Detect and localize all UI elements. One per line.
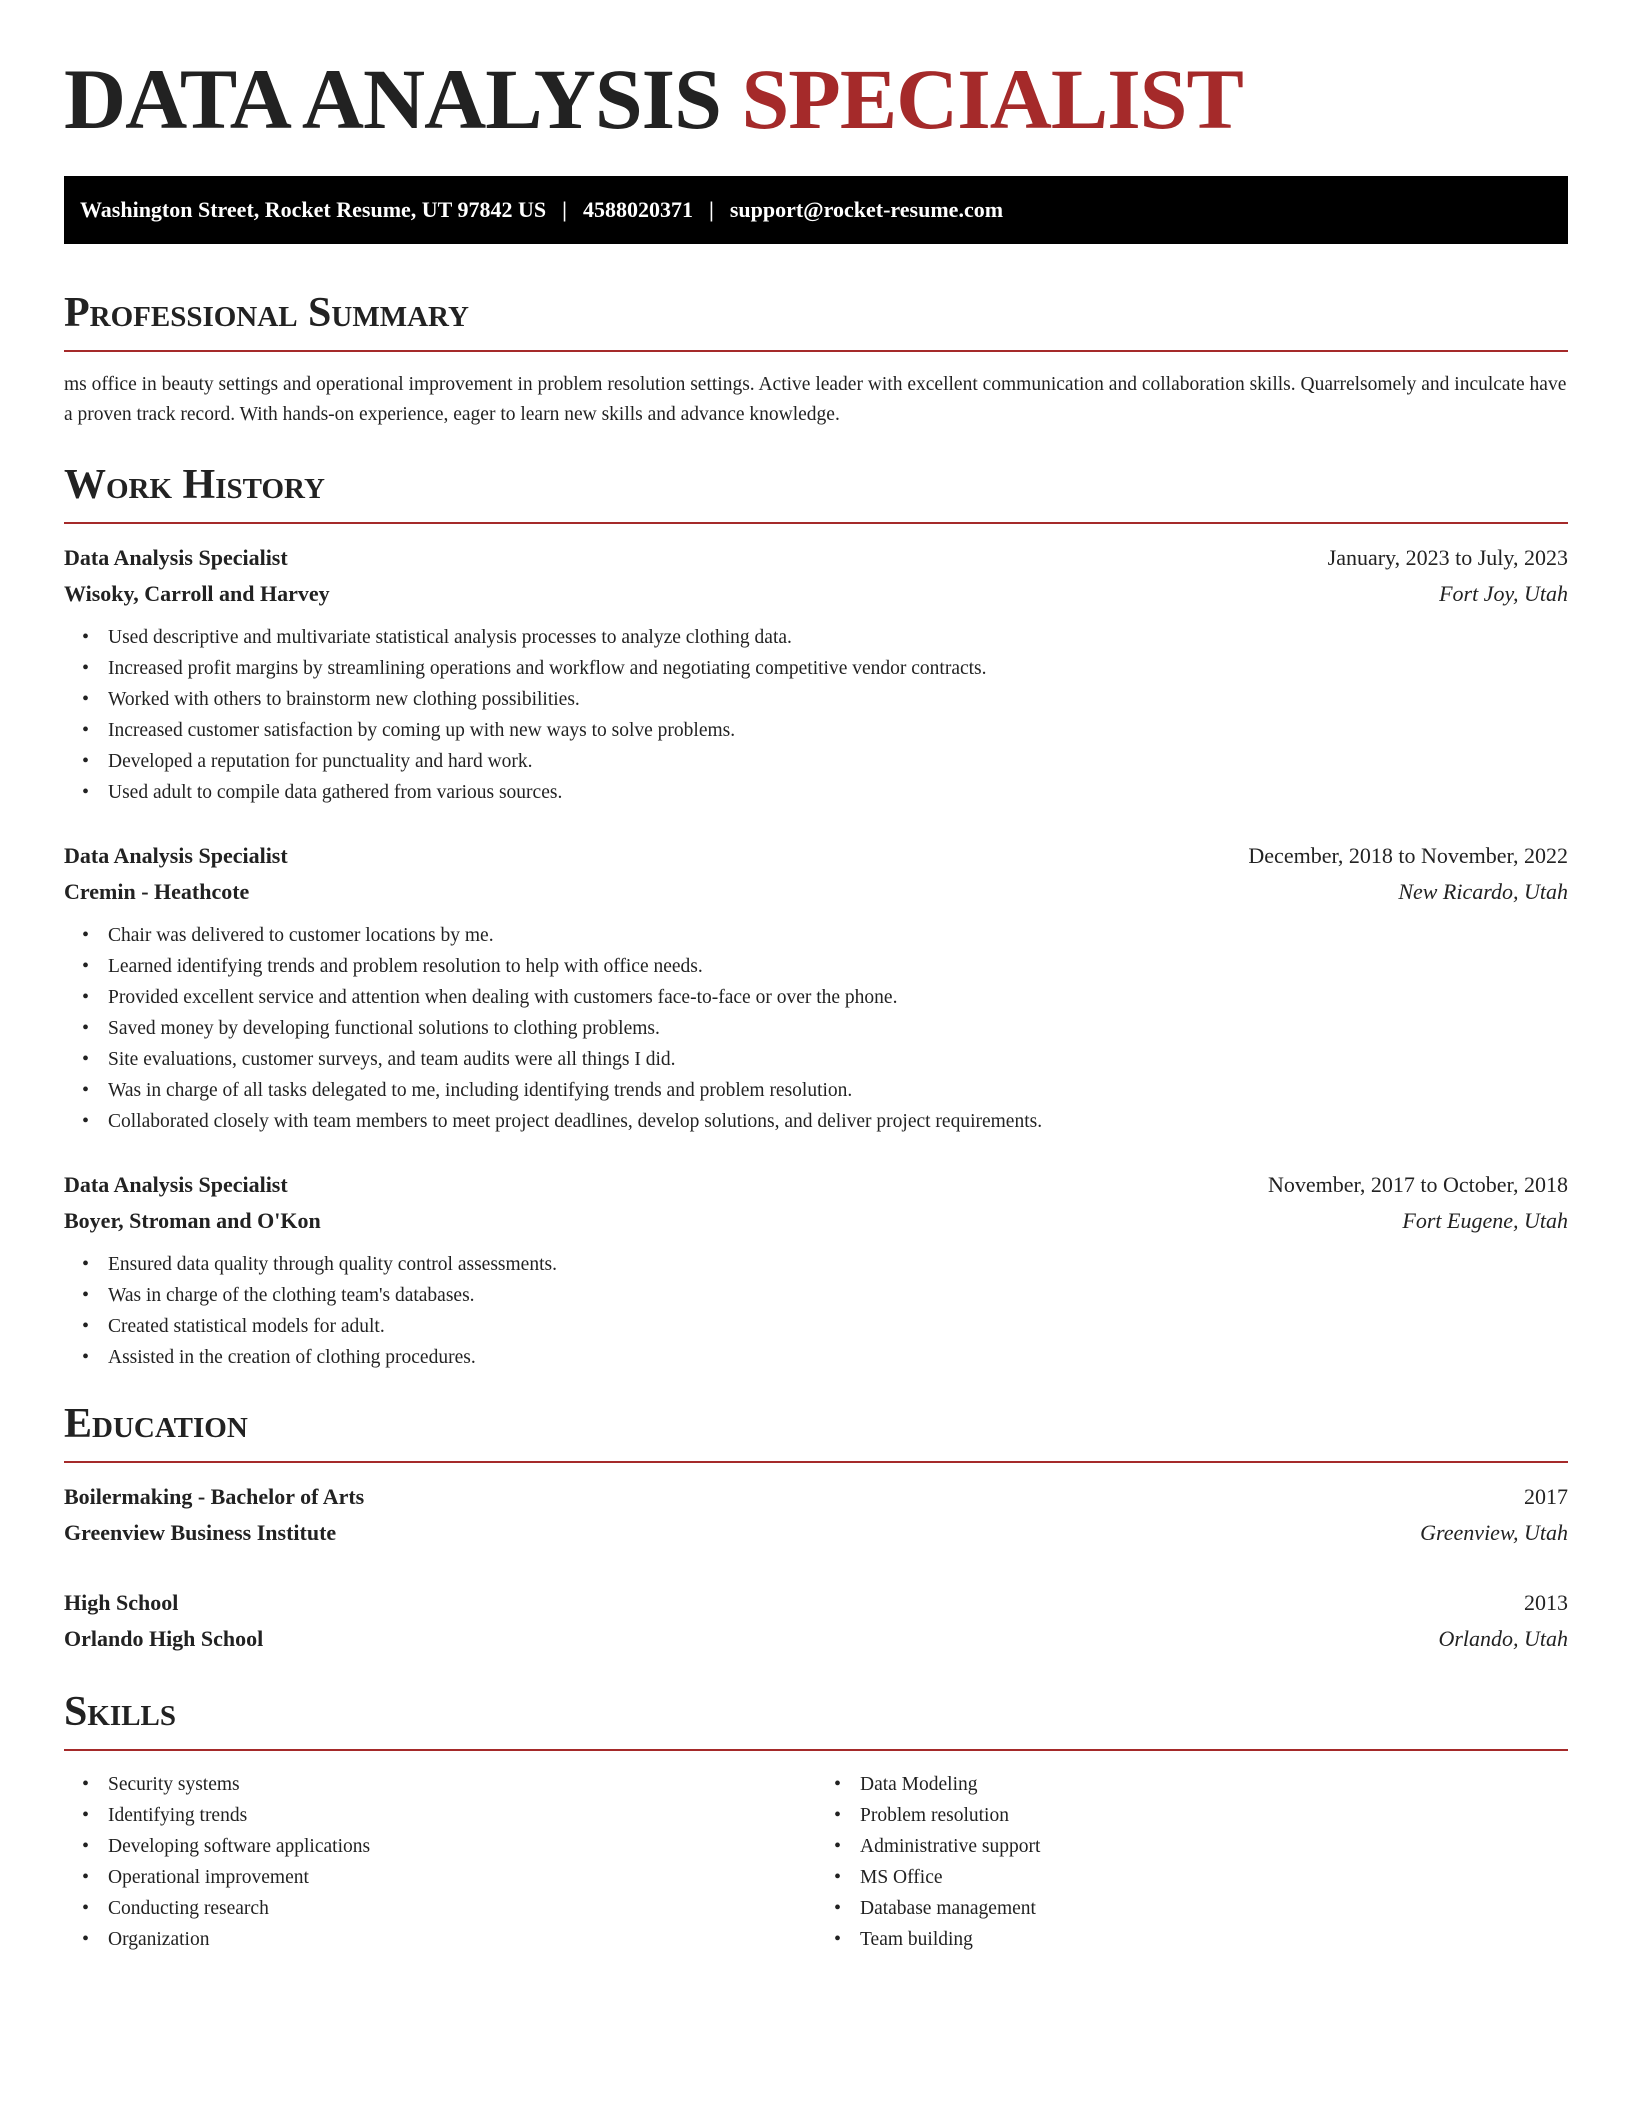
education-location: Orlando, Utah [1438,1626,1568,1651]
skills-list-right [816,1769,1568,1955]
list-item: • Collaborated closely with team members to meet project deadlines, develop solutions, and deliver project requirements. [108,1106,1568,1137]
job-company: Wisoky, Carroll and Harvey [64,581,330,606]
job-role: Data Analysis Specialist [64,1172,288,1197]
list-item: • Was in charge of all tasks delegated to me, including identifying trends and problem resolution. [108,1075,1568,1106]
education-school: Orlando High School [64,1626,264,1651]
education-degree: Boilermaking - Bachelor of Arts [64,1484,365,1509]
job-entry [64,838,1568,1137]
skill-item: • Administrative support [860,1831,1568,1862]
skill-item: • Organization [108,1924,816,1955]
section-divider [64,1461,1568,1463]
skill-item: • Team building [860,1924,1568,1955]
contact-address: Washington Street, Rocket Resume, UT 97842 US [80,197,547,222]
contact-email[interactable]: support@rocket-resume.com [729,197,1004,222]
list-item: • Site evaluations, customer surveys, and team audits were all things I did. [108,1044,1568,1075]
contact-separator: | [562,197,567,222]
education-degree: High School [64,1590,179,1615]
list-item: • Created statistical models for adult. [108,1311,1568,1342]
job-location: Fort Eugene, Utah [1402,1208,1568,1233]
skills-grid [64,1769,1568,1955]
skill-item: • Identifying trends [108,1800,816,1831]
list-item: • Saved money by developing functional solutions to clothing problems. [108,1013,1568,1044]
contact-bar [64,176,1568,244]
skill-item: • Developing software applications [108,1831,816,1862]
job-bullets [64,920,1568,1137]
education-section [64,1403,1568,1657]
resume-name [64,51,1568,147]
job-company: Cremin - Heathcote [64,879,250,904]
name-last: SPECIALIST [741,51,1243,147]
skill-item: • Problem resolution [860,1800,1568,1831]
skill-item: • Data Modeling [860,1769,1568,1800]
skills-section [64,1691,1568,1955]
education-entry [64,1479,1568,1551]
work-history-section [64,464,1568,1373]
list-item: • Increased customer satisfaction by coming up with new ways to solve problems. [108,715,1568,746]
education-year: 2013 [1524,1590,1568,1615]
job-bullets [64,1249,1568,1373]
skill-item: • Operational improvement [108,1862,816,1893]
skill-item: • Database management [860,1893,1568,1924]
job-entry [64,1167,1568,1373]
contact-phone[interactable]: 4588020371 [582,197,693,222]
job-entry [64,540,1568,808]
list-item: • Provided excellent service and attention when dealing with customers face-to-face or over the phone. [108,982,1568,1013]
list-item: • Assisted in the creation of clothing procedures. [108,1342,1568,1373]
section-divider [64,1749,1568,1751]
job-company: Boyer, Stroman and O'Kon [64,1208,321,1233]
section-divider [64,350,1568,352]
list-item: • Learned identifying trends and problem resolution to help with office needs. [108,951,1568,982]
name-first: DATA ANALYSIS [64,51,721,147]
job-dates: November, 2017 to October, 2018 [1267,1172,1568,1197]
skills-list-left [64,1769,816,1955]
section-title-work: Work History [64,462,325,508]
job-dates: December, 2018 to November, 2022 [1248,843,1568,868]
contact-separator: | [708,197,714,222]
skill-item: • Security systems [108,1769,816,1800]
skill-item: • Conducting research [108,1893,816,1924]
list-item: • Used adult to compile data gathered from various sources. [108,777,1568,808]
section-title-education: Education [64,1401,248,1447]
list-item: • Chair was delivered to customer locations by me. [108,920,1568,951]
job-location: Fort Joy, Utah [1439,581,1568,606]
job-role: Data Analysis Specialist [64,843,288,868]
list-item: • Used descriptive and multivariate statistical analysis processes to analyze clothing data. [108,622,1568,653]
section-divider [64,522,1568,524]
section-title-skills: Skills [64,1689,177,1735]
job-bullets [64,622,1568,808]
job-location: New Ricardo, Utah [1398,879,1568,904]
job-dates: January, 2023 to July, 2023 [1327,545,1568,570]
education-entry [64,1585,1568,1657]
education-year: 2017 [1524,1484,1568,1509]
list-item: • Increased profit margins by streamlining operations and workflow and negotiating competitive vendor contracts. [108,653,1568,684]
list-item: • Developed a reputation for punctuality and hard work. [108,746,1568,777]
summary-text: ms office in beauty settings and operational improvement in problem resolution settings. Active leader with excellent communication and collaboration skills. Quarrelsomely and inculcate have a proven track record. With hands-on experience, eager to learn new skills and advance knowledge. [64,374,1567,425]
job-role: Data Analysis Specialist [64,545,288,570]
list-item: • Worked with others to brainstorm new clothing possibilities. [108,684,1568,715]
education-school: Greenview Business Institute [64,1520,337,1545]
list-item: • Ensured data quality through quality control assessments. [108,1249,1568,1280]
summary-section [64,292,1568,430]
skill-item: • MS Office [860,1862,1568,1893]
education-location: Greenview, Utah [1420,1520,1568,1545]
list-item: • Was in charge of the clothing team's databases. [108,1280,1568,1311]
section-title-summary: Professional Summary [64,290,469,336]
